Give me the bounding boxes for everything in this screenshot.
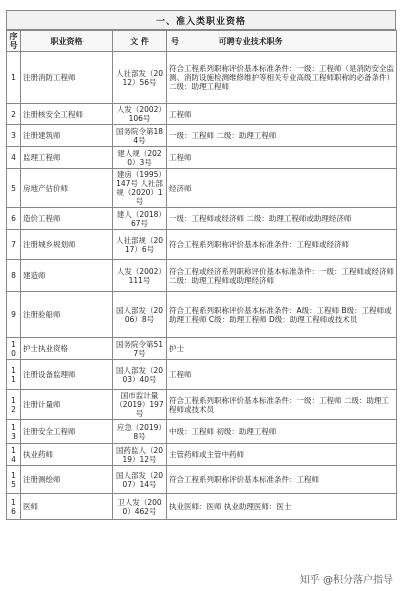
row-num-cell: 4 (7, 147, 21, 169)
row-num-cell: 2 (7, 104, 21, 125)
row-doc-cell: 国人部发（2003）40号 (113, 360, 167, 390)
row-num-cell: 15 (7, 466, 21, 494)
row-num-cell: 16 (7, 494, 21, 520)
row-name-cell: 注册城乡规划师 (21, 230, 113, 260)
table-row (7, 104, 397, 125)
row-req-cell: 符合工程或经济系列职称评价基本标准条件：一级：工程师或经济师 二级：助理工程师或助理经济师 (167, 260, 397, 292)
row-doc-cell: 国人部发（2007）14号 (113, 466, 167, 494)
table-row (7, 230, 397, 260)
row-name-cell: 建造师 (21, 260, 113, 292)
row-req-cell: 中级：工程师 初级：助理工程师 (167, 420, 397, 444)
row-name-cell: 执业药师 (21, 444, 113, 466)
row-name-cell: 注册测绘师 (21, 466, 113, 494)
row-name-cell: 房地产估价师 (21, 169, 113, 208)
row-num-cell: 10 (7, 338, 21, 360)
row-doc-cell: 建人（2018）67号 (113, 208, 167, 230)
row-doc-cell: 人发（2002）106号 (113, 104, 167, 125)
table-row (7, 292, 397, 338)
row-num-cell: 3 (7, 125, 21, 147)
row-doc-cell: 人社部规（2017）6号 (113, 230, 167, 260)
row-doc-cell: 国务院令第517号 (113, 338, 167, 360)
row-doc-cell: 卫人发（2000）462号 (113, 494, 167, 520)
row-num-cell: 1 (7, 52, 21, 104)
row-name-cell: 监理工程师 (21, 147, 113, 169)
row-doc-cell: 应急（2019）8号 (113, 420, 167, 444)
table-row (7, 338, 397, 360)
table-row (7, 260, 397, 292)
row-doc-cell: 建房（1995）147号 人社部规（2020）1号 (113, 169, 167, 208)
row-name-cell: 注册计量师 (21, 390, 113, 420)
row-name-cell: 注册设备监理师 (21, 360, 113, 390)
table-row (7, 420, 397, 444)
row-num-cell: 5 (7, 169, 21, 208)
row-req-cell: 符合工程系列职称评价基本标准条件：一级：工程师（是消防安全监测、消防设施检测维修维护等相关专业高级工程师职称的必备条件）二级：助理工程师 (167, 52, 397, 104)
header-doc: 文 件 (113, 31, 167, 52)
row-doc-cell: 国人部发（2006）8号 (113, 292, 167, 338)
row-name-cell: 注册验船师 (21, 292, 113, 338)
row-num-cell: 8 (7, 260, 21, 292)
row-req-cell: 符合工程系列职称评价基本标准条件：工程师 (167, 466, 397, 494)
header-name: 职业资格 (21, 31, 113, 52)
row-req-cell: 主管药师或主管中药师 (167, 444, 397, 466)
table-row (7, 360, 397, 390)
row-req-cell: 符合工程系列职称评价基本标准条件：工程师或经济师 (167, 230, 397, 260)
row-num-cell: 13 (7, 420, 21, 444)
row-num-cell: 6 (7, 208, 21, 230)
row-name-cell: 注册建筑师 (21, 125, 113, 147)
table-row (7, 390, 397, 420)
table-row (7, 169, 397, 208)
row-req-cell: 护士 (167, 338, 397, 360)
row-req-cell: 符合工程系列职称评价基本标准条件：A级：工程师 B级：工程师或助理工程师 C级：助理工程师 D级：助理工程师或技术员 (167, 292, 397, 338)
row-req-cell: 工程师 (167, 147, 397, 169)
row-num-cell: 9 (7, 292, 21, 338)
table-row (7, 466, 397, 494)
row-name-cell: 注册核安全工程师 (21, 104, 113, 125)
section-title: 一、准入类职业资格 (6, 10, 396, 30)
header-doc-suffix: 号 (171, 36, 179, 46)
table-row (7, 52, 397, 104)
row-doc-cell: 人社部发（2012）56号 (113, 52, 167, 104)
row-name-cell: 医师 (21, 494, 113, 520)
row-doc-cell: 国药监人（2019）12号 (113, 444, 167, 466)
row-doc-cell: 建人规（2020）3号 (113, 147, 167, 169)
row-name-cell: 注册安全工程师 (21, 420, 113, 444)
row-req-cell: 执业医师：医师 执业助理医师：医士 (167, 494, 397, 520)
row-num-cell: 7 (7, 230, 21, 260)
row-num-cell: 12 (7, 390, 21, 420)
row-name-cell: 造价工程师 (21, 208, 113, 230)
row-doc-cell: 人发（2002）111号 (113, 260, 167, 292)
row-req-cell: 工程师 (167, 104, 397, 125)
row-req-cell: 符合工程系列职称评价基本标准条件：一级：工程师 二级：助理工程师或技术员 (167, 390, 397, 420)
row-name-cell: 护士执业资格 (21, 338, 113, 360)
row-num-cell: 14 (7, 444, 21, 466)
row-req-cell: 工程师 (167, 360, 397, 390)
row-req-cell: 一级：工程师或经济师 二级：助理工程师或助理经济师 (167, 208, 397, 230)
table-row (7, 494, 397, 520)
table-row (7, 444, 397, 466)
watermark: 知乎 @积分落户指导 (297, 570, 396, 587)
table-row (7, 147, 397, 169)
row-name-cell: 注册消防工程师 (21, 52, 113, 104)
table-header-row (7, 31, 397, 52)
row-req-cell: 一级：工程师 二级：助理工程师 (167, 125, 397, 147)
table-row (7, 125, 397, 147)
row-num-cell: 11 (7, 360, 21, 390)
header-req-label: 可聘专业技术职务 (218, 36, 283, 46)
header-req (167, 31, 397, 52)
qualification-table (6, 30, 397, 520)
table-row (7, 208, 397, 230)
row-req-cell: 经济师 (167, 169, 397, 208)
row-doc-cell: 国务院令第184号 (113, 125, 167, 147)
row-doc-cell: 国市监计量（2019）197号 (113, 390, 167, 420)
header-num: 序号 (7, 31, 21, 52)
